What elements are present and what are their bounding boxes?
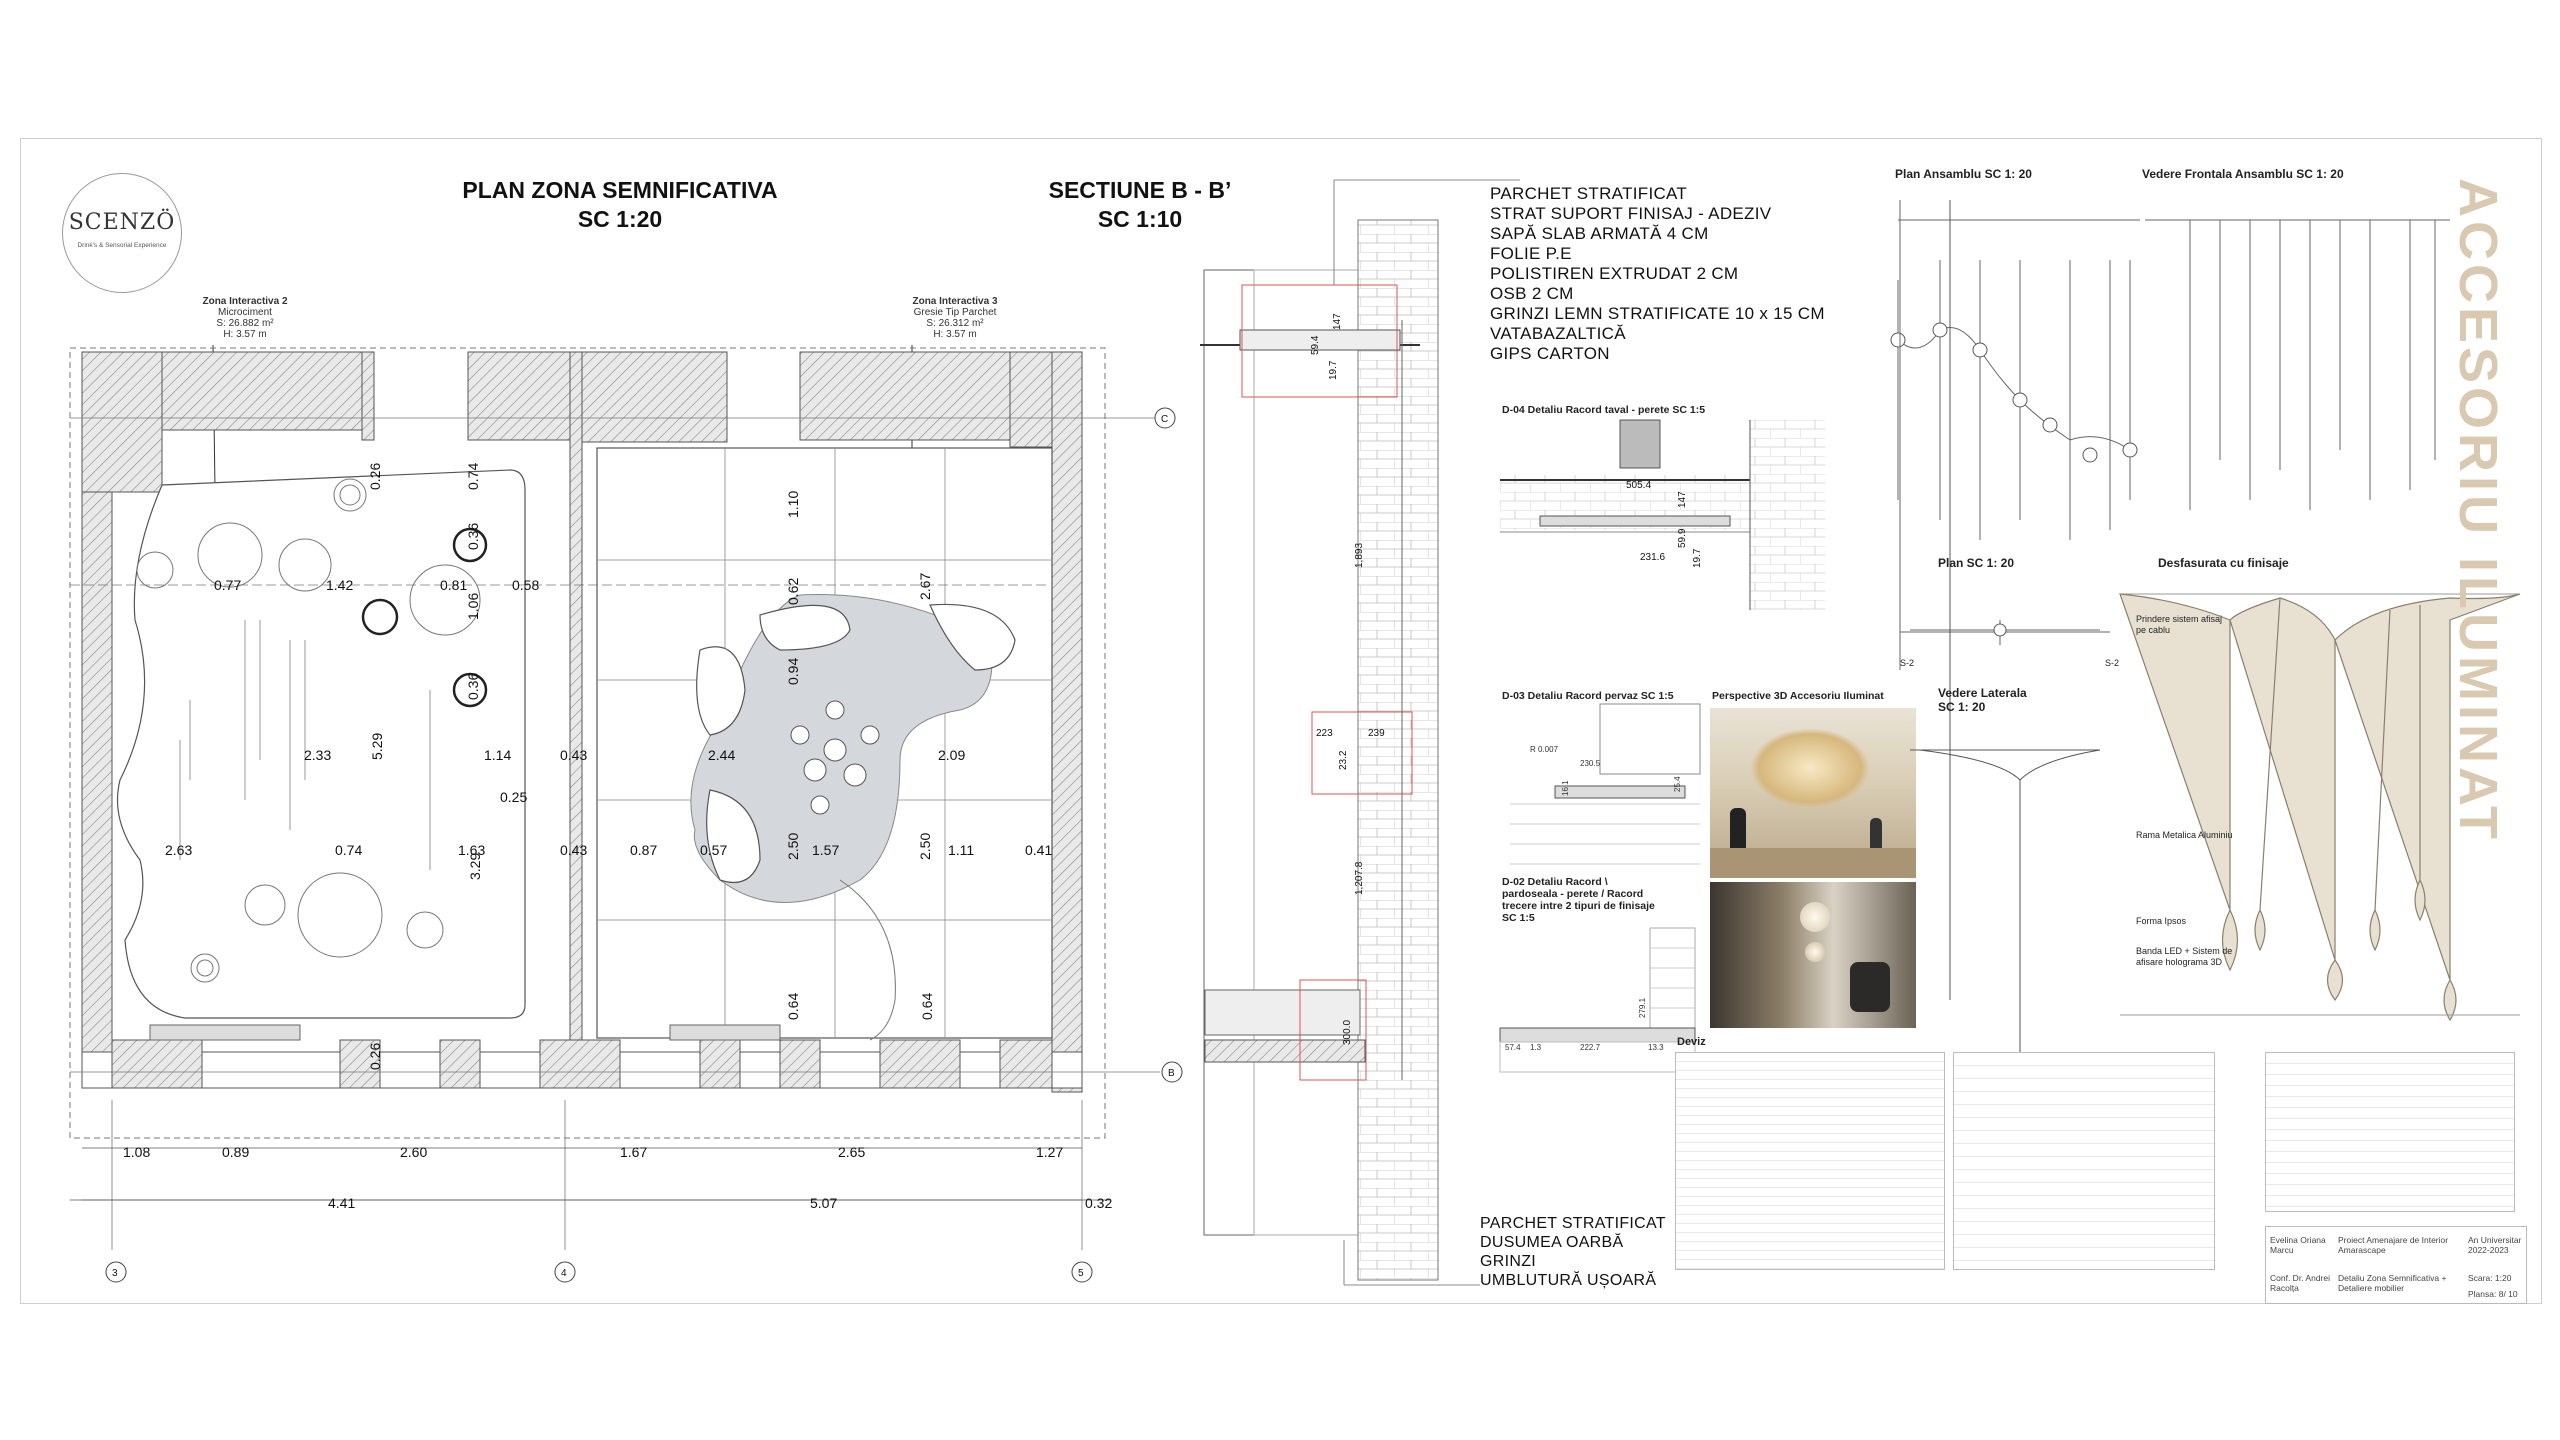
dim-244: 2.44 — [708, 747, 736, 763]
zone3-area: S: 26.312 m² — [926, 318, 984, 329]
layer-item: DUSUMEA OARBĂ — [1480, 1234, 1624, 1251]
detail-d04-title: D-04 Detaliu Racord taval - perete SC 1:5 — [1502, 404, 1706, 416]
bdim-089: 0.89 — [222, 1144, 250, 1160]
d02-dim-d: 13.3 — [1648, 1043, 1664, 1052]
desfasurata-title: Desfasurata cu finisaje — [2158, 556, 2289, 570]
dim-026b: 0.26 — [367, 1042, 383, 1070]
dim-043b: 0.43 — [560, 842, 588, 858]
tdim-441: 4.41 — [328, 1195, 356, 1211]
zone3-name: Zona Interactiva 3 — [912, 296, 998, 307]
d04-dim-c: 147 — [1677, 491, 1688, 508]
sdim-223: 223 — [1316, 728, 1333, 739]
layer-item: FOLIE P.E — [1490, 244, 1572, 263]
layer-item: OSB 2 CM — [1490, 284, 1574, 303]
sdim-12078: 1,207.8 — [1354, 861, 1365, 895]
accessory-vertical-title: ACCESORIU ILUMINAT — [2448, 178, 2508, 843]
dim-250a: 2.50 — [785, 832, 801, 860]
d02-dim-a: 57.4 — [1505, 1043, 1521, 1052]
title-block — [2265, 1226, 2527, 1304]
section-scale: SC 1:10 — [1097, 206, 1183, 232]
tdim-507: 5.07 — [810, 1195, 838, 1211]
floor-plan — [0, 0, 1385, 1320]
detail-d02-title: D-02 Detaliu Racord \ pardoseala - perete / Racord trecere intre 2 tipuri de finisaje SC 1:5 — [1502, 876, 1655, 924]
plan-sc-title: Plan SC 1: 20 — [1938, 556, 2015, 570]
dim-026a: 0.26 — [367, 462, 383, 490]
dim-263: 2.63 — [165, 842, 193, 858]
dim-094: 0.94 — [785, 657, 801, 685]
detail-d03-title: D-03 Detaliu Racord pervaz SC 1:5 — [1502, 690, 1674, 702]
dim-142: 1.42 — [326, 577, 354, 593]
bdim-260: 2.60 — [400, 1144, 428, 1160]
dim-058: 0.58 — [512, 577, 540, 593]
dim-267: 2.67 — [917, 572, 933, 600]
dim-043a: 0.43 — [560, 747, 588, 763]
zone2-height: H: 3.57 m — [223, 329, 267, 340]
detail-d02 — [1500, 928, 1700, 1078]
plan-title: PLAN ZONA SEMNIFICATIVA — [462, 177, 778, 203]
zone3-height: H: 3.57 m — [933, 329, 977, 340]
tdim-032: 0.32 — [1085, 1195, 1113, 1211]
dim-114: 1.14 — [484, 747, 512, 763]
top-layer-list — [1490, 184, 1850, 364]
bdim-127: 1.27 — [1036, 1144, 1064, 1160]
section-title: SECTIUNE B - B’ — [1048, 177, 1232, 203]
deviz-title: Deviz — [1677, 1036, 1706, 1048]
d02-dim-c: 222.7 — [1580, 1043, 1601, 1052]
plan-scale: SC 1:20 — [577, 206, 663, 232]
layer-item: PARCHET STRATIFICAT — [1490, 184, 1688, 203]
vertical-title — [2448, 168, 2522, 1028]
tb-project: Proiect Amenajare de Interior Amarascape — [2338, 1235, 2449, 1255]
dim-074a: 0.74 — [465, 462, 481, 490]
layer-item: GRINZI — [1480, 1253, 1537, 1270]
layer-item: POLISTIREN EXTRUDAT 2 CM — [1490, 264, 1739, 283]
sdim-300: 300.0 — [1342, 1019, 1353, 1045]
detail-d03 — [1500, 704, 1700, 876]
d03-dim-a: R 0.007 — [1530, 745, 1559, 754]
plan-ansamblu-title: Plan Ansamblu SC 1: 20 — [1895, 167, 2032, 181]
zone2-name: Zona Interactiva 2 — [202, 296, 288, 307]
zone2-finish: Microciment — [218, 307, 272, 318]
sdim-1893: 1,893 — [1354, 542, 1365, 568]
note-banda: Banda LED + Sistem de afisare holograma 3D — [2136, 946, 2233, 967]
marker-c: C — [1161, 414, 1169, 425]
d02-dim-e: 279.1 — [1638, 997, 1647, 1018]
note-prindere: Prindere sistem afisaj pe cablu — [2136, 614, 2223, 635]
d04-dim-a: 505.4 — [1626, 480, 1652, 491]
d03-dim-d: 16.1 — [1561, 780, 1570, 796]
dim-250b: 2.50 — [917, 832, 933, 860]
detail-d04 — [1500, 420, 1825, 610]
dim-087: 0.87 — [630, 842, 658, 858]
sdim-239: 239 — [1368, 728, 1385, 739]
tb-tutor: Conf. Dr. Andrei Racolța — [2270, 1273, 2331, 1293]
dim-057: 0.57 — [700, 842, 728, 858]
bottom-layer-list — [1480, 1214, 1680, 1290]
dim-157: 1.57 — [812, 842, 840, 858]
tb-sheet: Plansa: 8/ 10 — [2468, 1289, 2518, 1299]
deviz-block-2 — [1953, 1052, 2215, 1270]
bdim-265: 2.65 — [838, 1144, 866, 1160]
marker-3: 3 — [112, 1268, 118, 1279]
d03-dim-c: 25.4 — [1673, 776, 1682, 792]
dim-025: 0.25 — [500, 789, 528, 805]
marker-b: B — [1168, 1068, 1175, 1079]
s2-mark-left: S-2 — [1900, 658, 1915, 668]
dim-529: 5.29 — [369, 732, 385, 760]
dim-106: 1.06 — [465, 592, 481, 620]
dim-041: 0.41 — [1025, 842, 1053, 858]
zone2-area: S: 26.882 m² — [216, 318, 274, 329]
dim-077: 0.77 — [214, 577, 242, 593]
dim-036a: 0.36 — [465, 522, 481, 550]
marker-4: 4 — [561, 1268, 567, 1279]
zone2-floor — [118, 470, 526, 1018]
sdim-594: 59.4 — [1310, 335, 1321, 355]
sdim-232: 23.2 — [1338, 750, 1349, 770]
dim-209: 2.09 — [938, 747, 966, 763]
dim-110: 1.10 — [785, 490, 801, 518]
dim-062: 0.62 — [785, 577, 801, 605]
layer-item: VATABAZALTICĂ — [1490, 324, 1626, 343]
tb-drawing: Detaliu Zona Semnificativa + Detaliere mobilier — [2338, 1273, 2447, 1293]
sdim-147: 147 — [1332, 313, 1343, 330]
sdim-197: 19.7 — [1328, 360, 1339, 380]
layer-item: SAPĂ SLAB ARMATĂ 4 CM — [1490, 224, 1709, 243]
bdim-108: 1.08 — [123, 1144, 151, 1160]
d04-dim-d: 59.9 — [1677, 528, 1688, 548]
dim-163: 1.63 — [458, 842, 486, 858]
note-rama: Rama Metalica Aluminiu — [2136, 830, 2233, 840]
dim-329: 3.29 — [467, 852, 483, 880]
layer-item: PARCHET STRATIFICAT — [1480, 1215, 1666, 1232]
zone3-finish: Gresie Tip Parchet — [913, 307, 997, 318]
lateral-scale: SC 1: 20 — [1938, 700, 1986, 714]
d03-dim-b: 230.5 — [1580, 759, 1601, 768]
marker-5: 5 — [1078, 1268, 1084, 1279]
perspective-title: Perspective 3D Accesoriu Iluminat — [1712, 690, 1884, 702]
front-ansamblu-title: Vedere Frontala Ansamblu SC 1: 20 — [2142, 167, 2344, 181]
dim-081: 0.81 — [440, 577, 468, 593]
dim-064b: 0.64 — [919, 992, 935, 1020]
d04-dim-b: 231.6 — [1640, 552, 1666, 563]
logo-name: SCENZÖ — [68, 210, 176, 235]
note-forma: Forma Ipsos — [2136, 916, 2187, 926]
deviz-block-1 — [1675, 1052, 1945, 1270]
layer-item: GIPS CARTON — [1490, 344, 1610, 363]
lateral-view-title — [1938, 686, 2078, 714]
tb-year: An Universitar 2022-2023 — [2468, 1235, 2522, 1255]
dim-233: 2.33 — [304, 747, 332, 763]
tb-author: Evelina Oriana Marcu — [2270, 1235, 2326, 1255]
logo-tagline: Drink's & Sensorial Experience — [77, 242, 167, 249]
d02-dim-b: 1.3 — [1530, 1043, 1542, 1052]
layer-item: GRINZI LEMN STRATIFICATE 10 x 15 CM — [1490, 304, 1825, 323]
layer-item: UMBLUTURĂ UȘOARĂ — [1480, 1272, 1657, 1289]
d04-dim-e: 19.7 — [1692, 548, 1703, 568]
lateral-title: Vedere Laterala — [1938, 686, 2027, 700]
deviz-block-3 — [2265, 1052, 2515, 1212]
layer-item: STRAT SUPORT FINISAJ - ADEZIV — [1490, 204, 1772, 223]
dim-036b: 0.36 — [465, 672, 481, 700]
dim-111: 1.11 — [948, 842, 975, 858]
s2-mark-right: S-2 — [2105, 658, 2120, 668]
bdim-167: 1.67 — [620, 1144, 648, 1160]
dim-074b: 0.74 — [335, 842, 363, 858]
dim-064a: 0.64 — [785, 992, 801, 1020]
tb-scale: Scara: 1:20 — [2468, 1273, 2512, 1283]
